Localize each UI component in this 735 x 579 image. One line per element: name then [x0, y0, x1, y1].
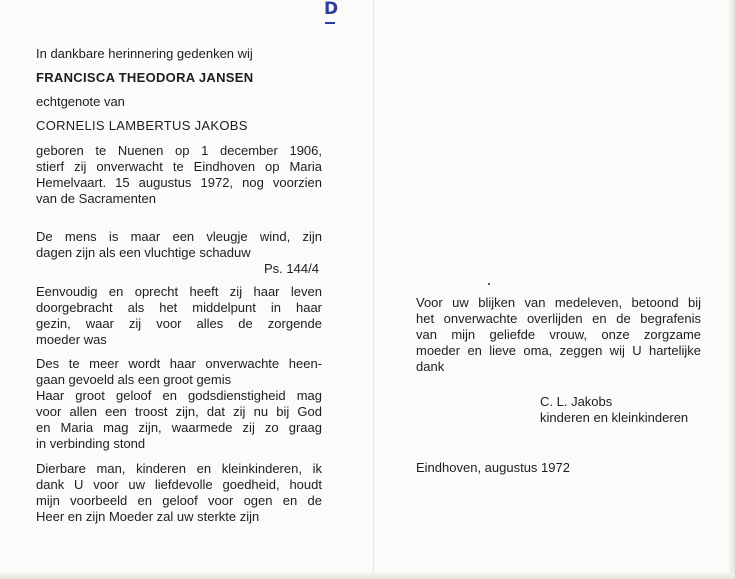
- relation-line: echtgenote van: [36, 94, 125, 109]
- para2-line-5: en Maria mag zijn, waarmede zij zo graag: [36, 420, 322, 435]
- thanks-line-1: Voor uw blijken van medeleven, betoond bij: [416, 295, 701, 310]
- ink-speck: [488, 283, 490, 285]
- intro-line: In dankbare herinnering gedenken wij: [36, 46, 253, 61]
- signature-family: kinderen en kleinkinderen: [540, 410, 689, 425]
- quote-reference: Ps. 144/4: [264, 261, 319, 276]
- para2-line-6: in verbinding stond: [36, 436, 146, 451]
- para3-line-3: mijn voorbeeld en geloof voor ogen en de: [36, 493, 322, 508]
- para2-line-2: gaan gevoeld als een groot gemis: [36, 372, 232, 387]
- card-edge-bottom: [0, 573, 735, 579]
- para2-line-3: Haar groot geloof en godsdienstigheid mag: [36, 388, 322, 403]
- thanks-line-4: moeder en lieve oma, zeggen wij U hartelijke: [416, 343, 701, 358]
- quote-line-2: dagen zijn als een vluchtige schaduw: [36, 245, 251, 260]
- thanks-line-2: het onverwachte overlijden en de begrafenis: [416, 311, 701, 326]
- para3-line-2: dank U voor uw liefdevolle goedheid, houdt: [36, 477, 322, 492]
- bio-line-2: stierf zij onverwacht te Eindhoven op Maria: [36, 159, 322, 174]
- spouse-name: CORNELIS LAMBERTUS JAKOBS: [36, 118, 248, 133]
- bio-line-4: van de Sacramenten: [36, 191, 156, 206]
- handwritten-mark: D: [324, 0, 339, 19]
- para3-line-1: Dierbare man, kinderen en kleinkinderen, ik: [36, 461, 322, 476]
- para1-line-2: doorgebracht als het middelpunt in haar: [36, 300, 322, 315]
- deceased-name: FRANCISCA THEODORA JANSEN: [36, 70, 254, 85]
- para1-line-4: moeder was: [36, 332, 107, 347]
- bio-line-1: geboren te Nuenen op 1 december 1906,: [36, 143, 322, 158]
- para2-line-4: voor allen een troost zijn, dat zij nu bij God: [36, 404, 322, 419]
- para2-line-1: Des te meer wordt haar onverwachte heen-: [36, 356, 322, 371]
- quote-line-1: De mens is maar een vleugje wind, zijn: [36, 229, 322, 244]
- card-fold-line: [373, 0, 374, 579]
- para1-line-1: Eenvoudig en oprecht heeft zij haar leven: [36, 284, 322, 299]
- bio-line-3: Hemelvaart. 15 augustus 1972, nog voorzien: [36, 175, 322, 190]
- card-edge-right: [729, 0, 735, 579]
- place-date: Eindhoven, augustus 1972: [416, 460, 570, 475]
- thanks-line-5: dank: [416, 359, 445, 374]
- thanks-line-3: van mijn geliefde vrouw, onze zorgzame: [416, 327, 701, 342]
- handwritten-mark-underline: [325, 22, 335, 24]
- para3-line-4: Heer en zijn Moeder zal uw sterkte zijn: [36, 509, 260, 524]
- para1-line-3: gezin, waar zij voor alles de zorgende: [36, 316, 322, 331]
- signature-name: C. L. Jakobs: [540, 394, 613, 409]
